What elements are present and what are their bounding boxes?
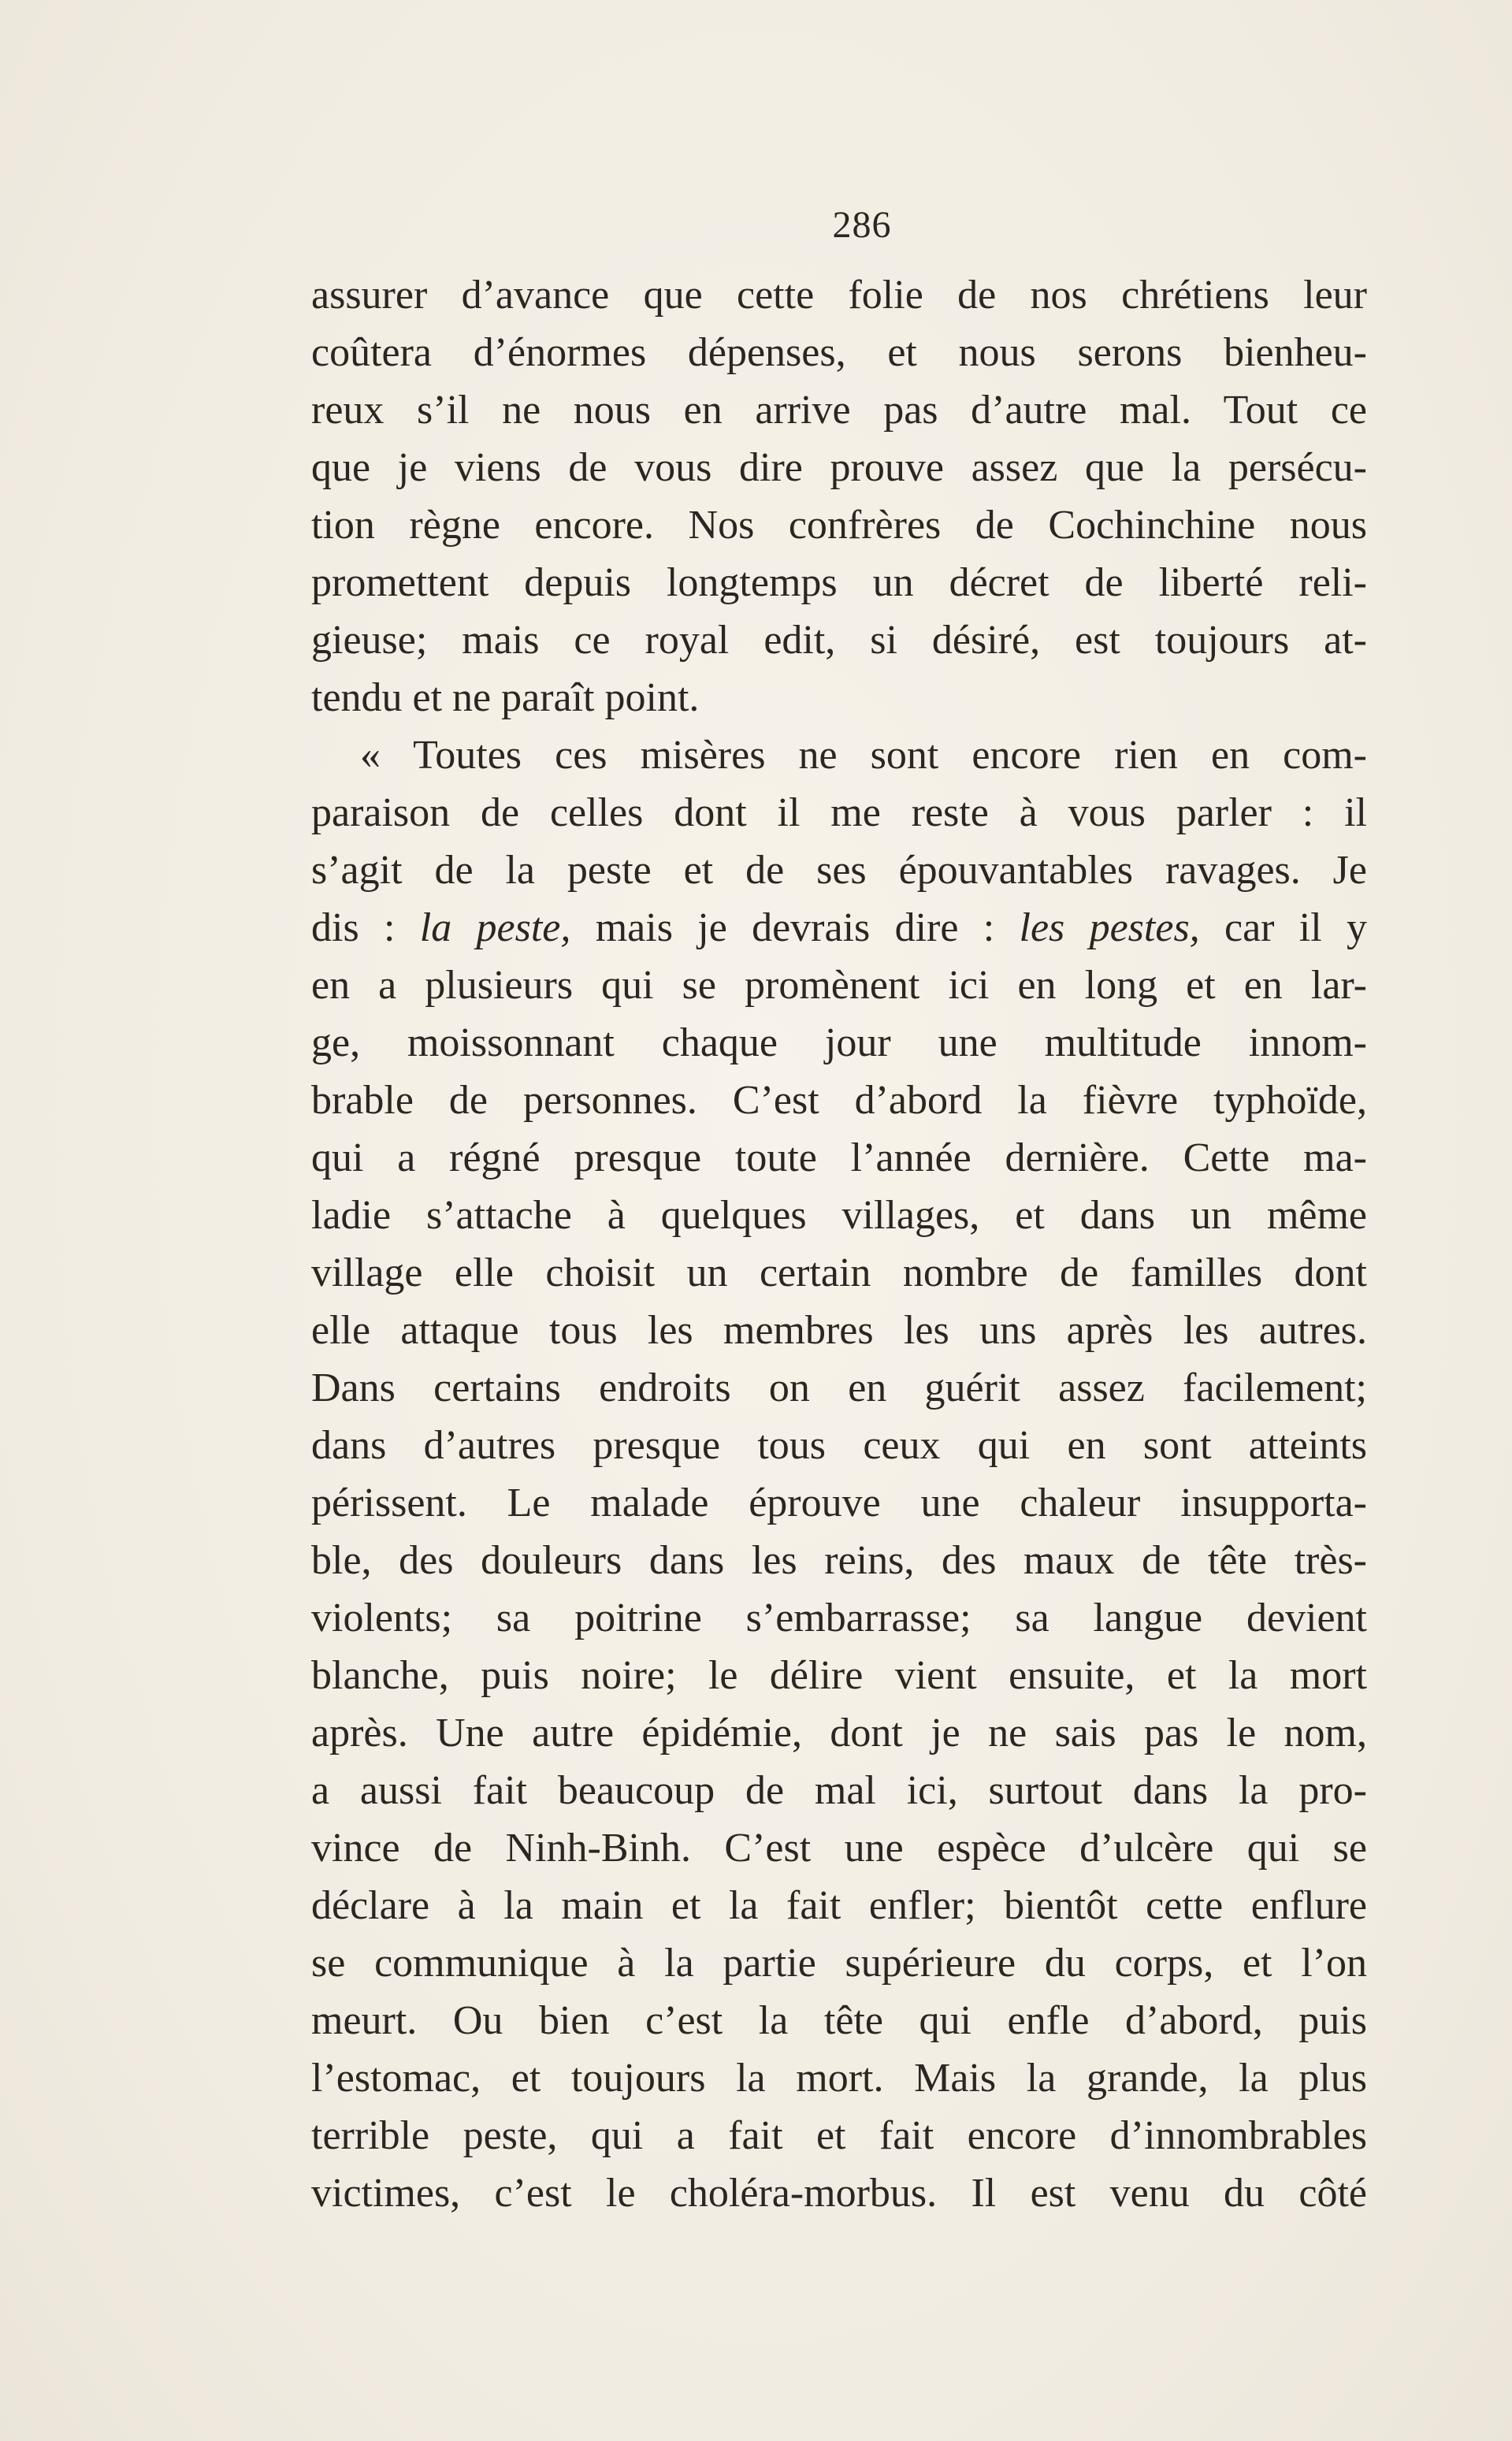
text-line: s’agit de la peste et de ses épouvantables ravages. Je xyxy=(311,848,1367,893)
paragraph-end-line: tendu et ne paraît point. xyxy=(311,675,700,720)
text-line: vince de Ninh-Binh. C’est une espèce d’ulcère qui se xyxy=(311,1826,1367,1871)
text-line: que je viens de vous dire prouve assez que la persécu- xyxy=(311,445,1367,490)
text-line: qui a régné presque toute l’année dernière. Cette ma- xyxy=(311,1135,1367,1180)
text-line: assurer d’avance que cette folie de nos chrétiens leur xyxy=(311,273,1367,318)
text-line: ble, des douleurs dans les reins, des maux de tête très- xyxy=(311,1538,1367,1583)
paragraph-start-line: « Toutes ces misères ne sont encore rien en com- xyxy=(360,733,1367,778)
text-line: victimes, c’est le choléra-morbus. Il est venu du côté xyxy=(311,2171,1367,2216)
text-line: l’estomac, et toujours la mort. Mais la grande, la plus xyxy=(311,2056,1367,2101)
text-line: blanche, puis noire; le délire vient ensuite, et la mort xyxy=(311,1653,1367,1698)
text-line: ge, moissonnant chaque jour une multitude innom- xyxy=(311,1020,1367,1065)
text-line: gieuse; mais ce royal edit, si désiré, est toujours at- xyxy=(311,618,1367,663)
text-line: après. Une autre épidémie, dont je ne sais pas le nom, xyxy=(311,1711,1367,1756)
text-line: coûtera d’énormes dépenses, et nous serons bienheu- xyxy=(311,330,1367,375)
text-line: en a plusieurs qui se promènent ici en long et en lar- xyxy=(311,963,1367,1008)
text-line: promettent depuis longtemps un décret de liberté reli- xyxy=(311,560,1367,605)
body-text xyxy=(311,266,1367,2222)
text-line: dans d’autres presque tous ceux qui en sont atteints xyxy=(311,1423,1367,1468)
text-line: elle attaque tous les membres les uns après les autres. xyxy=(311,1308,1367,1353)
text-line: village elle choisit un certain nombre de familles dont xyxy=(311,1250,1367,1295)
text-line: se communique à la partie supérieure du corps, et l’on xyxy=(311,1941,1367,1986)
text-line: paraison de celles dont il me reste à vous parler : il xyxy=(311,790,1367,835)
text-line: tion règne encore. Nos confrères de Cochinchine nous xyxy=(311,503,1367,548)
text-line: a aussi fait beaucoup de mal ici, surtout dans la pro- xyxy=(311,1768,1367,1813)
text-line: brable de personnes. C’est d’abord la fièvre typhoïde, xyxy=(311,1078,1367,1123)
text-line: Dans certains endroits on en guérit assez facilement; xyxy=(311,1365,1367,1410)
italic-phrase: la peste, xyxy=(419,905,571,950)
text-line: déclare à la main et la fait enfler; bientôt cette enflure xyxy=(311,1883,1367,1928)
italic-phrase: les pestes, xyxy=(1019,905,1200,950)
text-line: violents; sa poitrine s’embarrasse; sa langue devient xyxy=(311,1596,1367,1640)
text-line: périssent. Le malade éprouve une chaleur insupporta- xyxy=(311,1481,1367,1525)
page-number: 286 xyxy=(832,204,892,246)
text-line: meurt. Ou bien c’est la tête qui enfle d’abord, puis xyxy=(311,1998,1367,2043)
text-line-with-italics: dis : la peste, mais je devrais dire : les pestes, car il y xyxy=(311,905,1368,950)
text-line: ladie s’attache à quelques villages, et dans un même xyxy=(311,1193,1367,1238)
text-line: terrible peste, qui a fait et fait encore d’innombrables xyxy=(311,2113,1367,2158)
text-line: reux s’il ne nous en arrive pas d’autre mal. Tout ce xyxy=(311,388,1367,433)
